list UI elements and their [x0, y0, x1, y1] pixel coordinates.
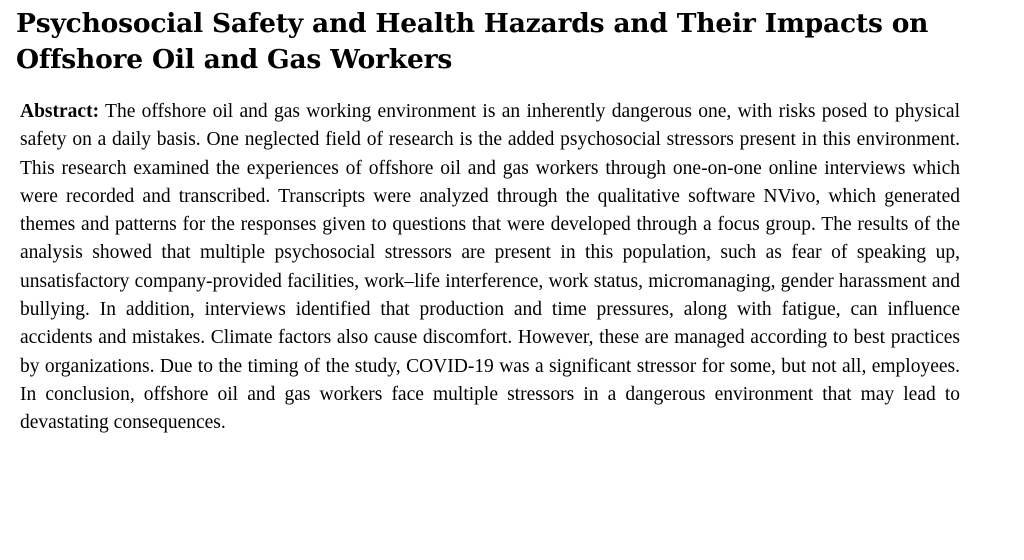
- abstract-paragraph: [20, 98, 960, 438]
- abstract-label: Abstract:: [20, 101, 100, 122]
- paper-title: Psychosocial Safety and Health Hazards and Their Impacts on Offshore Oil and Gas Workers: [16, 8, 929, 75]
- abstract-text: The offshore oil and gas working environment is an inherently dangerous one, with risks posed to physical safety on a daily basis. One neglected field of research is the added psychosocial stressors present in this environment. This research examined the experiences of offshore oil and gas workers through one-on-one online interviews which were recorded and transcribed. Transcripts were analyzed through the qualitative software NVivo, which generated themes and patterns for the responses given to questions that were developed through a focus group. The results of the analysis showed that multiple psychosocial stressors are present in this population, such as fear of speaking up, unsatisfactory company-provided facilities, work–life interference, work status, micromanaging, gender harassment and bullying. In addition, interviews identified that production and time pressures, along with fatigue, can influence accidents and mistakes. Climate factors also cause discomfort. However, these are managed according to best practices by organizations. Due to the timing of the study, COVID-19 was a significant stressor for some, but not all, employees. In conclusion, offshore oil and gas workers face multiple stressors in a dangerous environment that may lead to devastating consequences.: [20, 101, 960, 434]
